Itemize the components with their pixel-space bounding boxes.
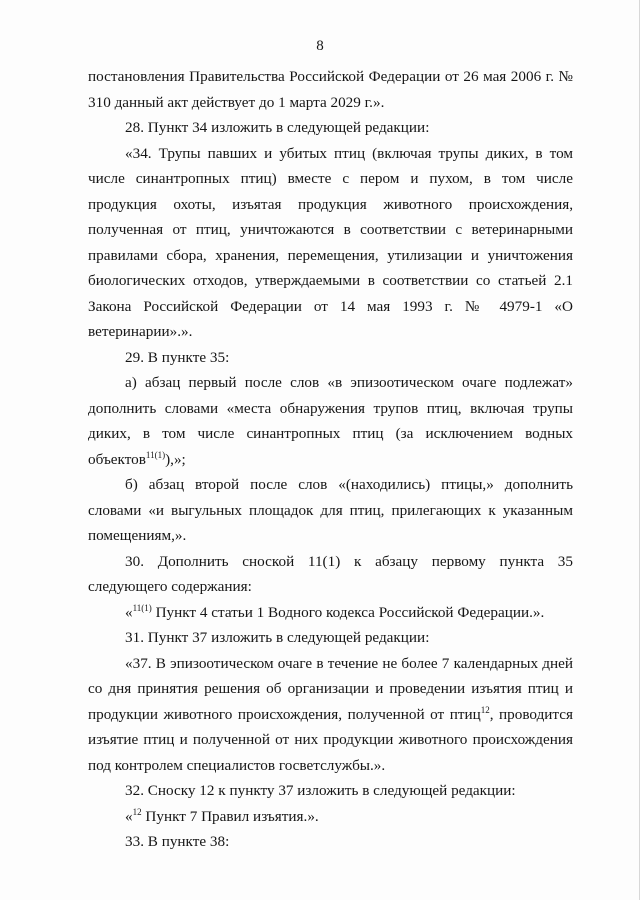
paragraph-text: 33. В пункте 38: [125, 833, 230, 850]
paragraph-3 [88, 141, 573, 345]
paragraph-text: 32. Сноску 12 к пункту 37 изложить в следующей редакции: [125, 782, 516, 799]
paragraph-11 [88, 778, 573, 804]
paragraph-8 [88, 600, 573, 626]
paragraph-text: «34. Трупы павших и убитых птиц (включая трупы диких, в том числе синантропных птиц) вместе с пером и пухом, в том числе продукция охоты, изъятая продукция животного происхождения, полученная от птиц, уничтожаются в соответствии с ветеринарными правилами сбора, хранения, перемещения, утилизации и уничтожения биологических отходов, утверждаемыми в соответствии со статьей 2.1 Закона Российской Федерации от 14 мая 1993 г. № 4979-1 «О ветеринарии».». [88, 144, 573, 340]
paragraph-text: 30. Дополнить сноской 11(1) к абзацу первому пункта 35 следующего содержания: [88, 552, 573, 595]
paragraph-tail: , проводится изъятие птиц и полученной от них продукции животного происхождения под контролем специалистов госветслужбы.». [88, 705, 573, 774]
paragraph-tail: ),»; [165, 450, 186, 468]
paragraph-text: «37. В эпизоотическом очаге в течение не более 7 календарных дней со дня принятия решения об организации и проведении изъятия птиц и продукции животного происхождения, полученной от птиц [88, 654, 573, 723]
page-number: 8 [316, 38, 324, 54]
paragraph-text: « [125, 603, 133, 621]
footnote-marker: 12 [480, 704, 490, 715]
paragraph-text: б) абзац второй после слов «(находились) птицы,» дополнить словами «и выгульных площадок для птиц, прилегающих к указанным помещениям,». [88, 476, 573, 544]
paragraph-text: 31. Пункт 37 изложить в следующей редакции: [125, 629, 430, 646]
paragraph-9 [88, 625, 573, 651]
paragraph-10 [88, 651, 573, 779]
paragraph-2 [88, 115, 573, 141]
paragraph-13 [88, 829, 573, 855]
paragraph-1 [88, 64, 573, 115]
paragraph-text: а) абзац первый после слов «в эпизоотическом очаге подлежат» дополнить словами «места обнаружения трупов птиц, включая трупы диких, в том числе синантропных птиц (за исключением водных объектов [88, 374, 573, 468]
paragraph-tail: Пункт 4 статьи 1 Водного кодекса Российской Федерации.». [151, 603, 545, 621]
footnote-marker: 11(1) [132, 602, 152, 613]
footnote-marker: 11(1) [145, 449, 166, 460]
paragraph-text: « [125, 807, 133, 825]
paragraph-tail: Пункт 7 Правил изъятия.». [141, 807, 319, 825]
document-body [88, 64, 573, 855]
paragraph-4 [88, 345, 573, 371]
footnote-marker: 12 [132, 806, 142, 817]
paragraph-5 [88, 370, 573, 472]
paragraph-text: постановления Правительства Российской Федерации от 26 мая 2006 г. № 310 данный акт действует до 1 марта 2029 г.». [88, 68, 573, 111]
paragraph-6 [88, 472, 573, 549]
paragraph-text: 28. Пункт 34 изложить в следующей редакции: [125, 119, 430, 136]
paragraph-12 [88, 804, 573, 830]
paragraph-text: 29. В пункте 35: [125, 348, 230, 366]
paragraph-7 [88, 549, 573, 600]
